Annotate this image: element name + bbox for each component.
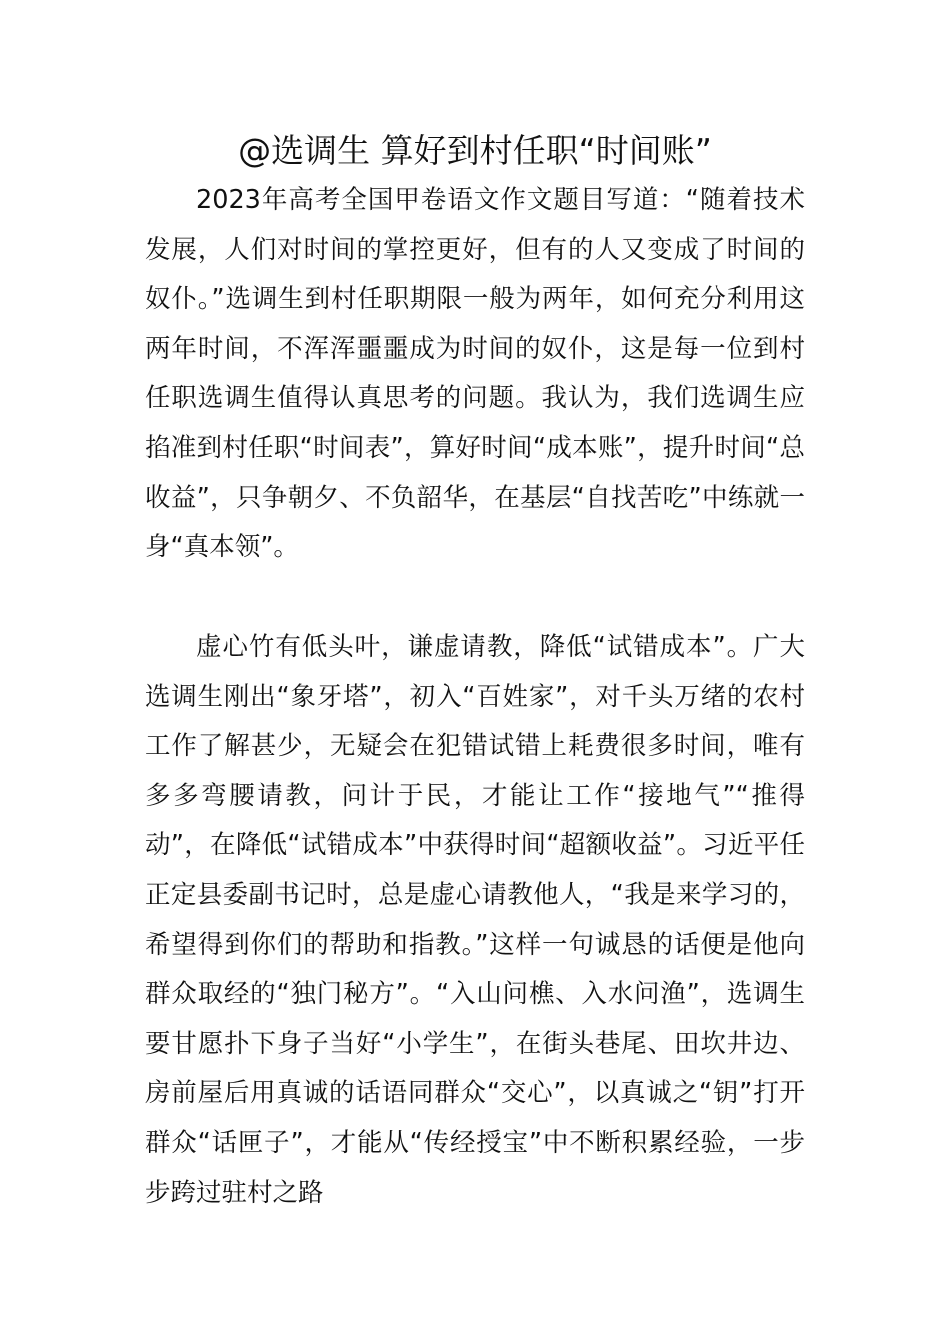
paragraph-humble-consultation: 虚心竹有低头叶，谦虚请教，降低“试错成本”。广大选调生刚出“象牙塔”，初入“百姓家”，对千头万绪的农村工作了解甚少，无疑会在犯错试错上耗费很多时间，唯有多多弯腰请教，问计于民，才能让工作“接地气”“推得动”，在降低“试错成本”中获得时间“超额收益”。习近平任正定县委副书记时，总是虚心请教他人，“我是来学习的，希望得到你们的帮助和指教。”这样一句诚恳的话便是他向群众取经的“独门秘方”。“入山问樵、入水问渔”，选调生要甘愿扑下身子当好“小学生”，在街头巷尾、田坎井边、房前屋后用真诚的话语同群众“交心”，以真诚之“钥”打开群众“话匣子”，才能从“传经授宝”中不断积累经验，一步步跨过驻村之路 xyxy=(145,632,805,1208)
paragraph-intro: 2023年高考全国甲卷语文作文题目写道：“随着技术发展，人们对时间的掌控更好，但有的人又变成了时间的奴仆。”选调生到村任职期限一般为两年，如何充分利用这两年时间，不浑浑噩噩成为时间的奴仆，这是每一位到村任职选调生值得认真思考的问题。我认为，我们选调生应掐准到村任职“时间表”，算好时间“成本账”，提升时间“总收益”，只争朝夕、不负韶华，在基层“自找苦吃”中练就一身“真本领”。 xyxy=(145,185,805,563)
article-title: @选调生 算好到村任职“时间账” xyxy=(238,131,712,170)
